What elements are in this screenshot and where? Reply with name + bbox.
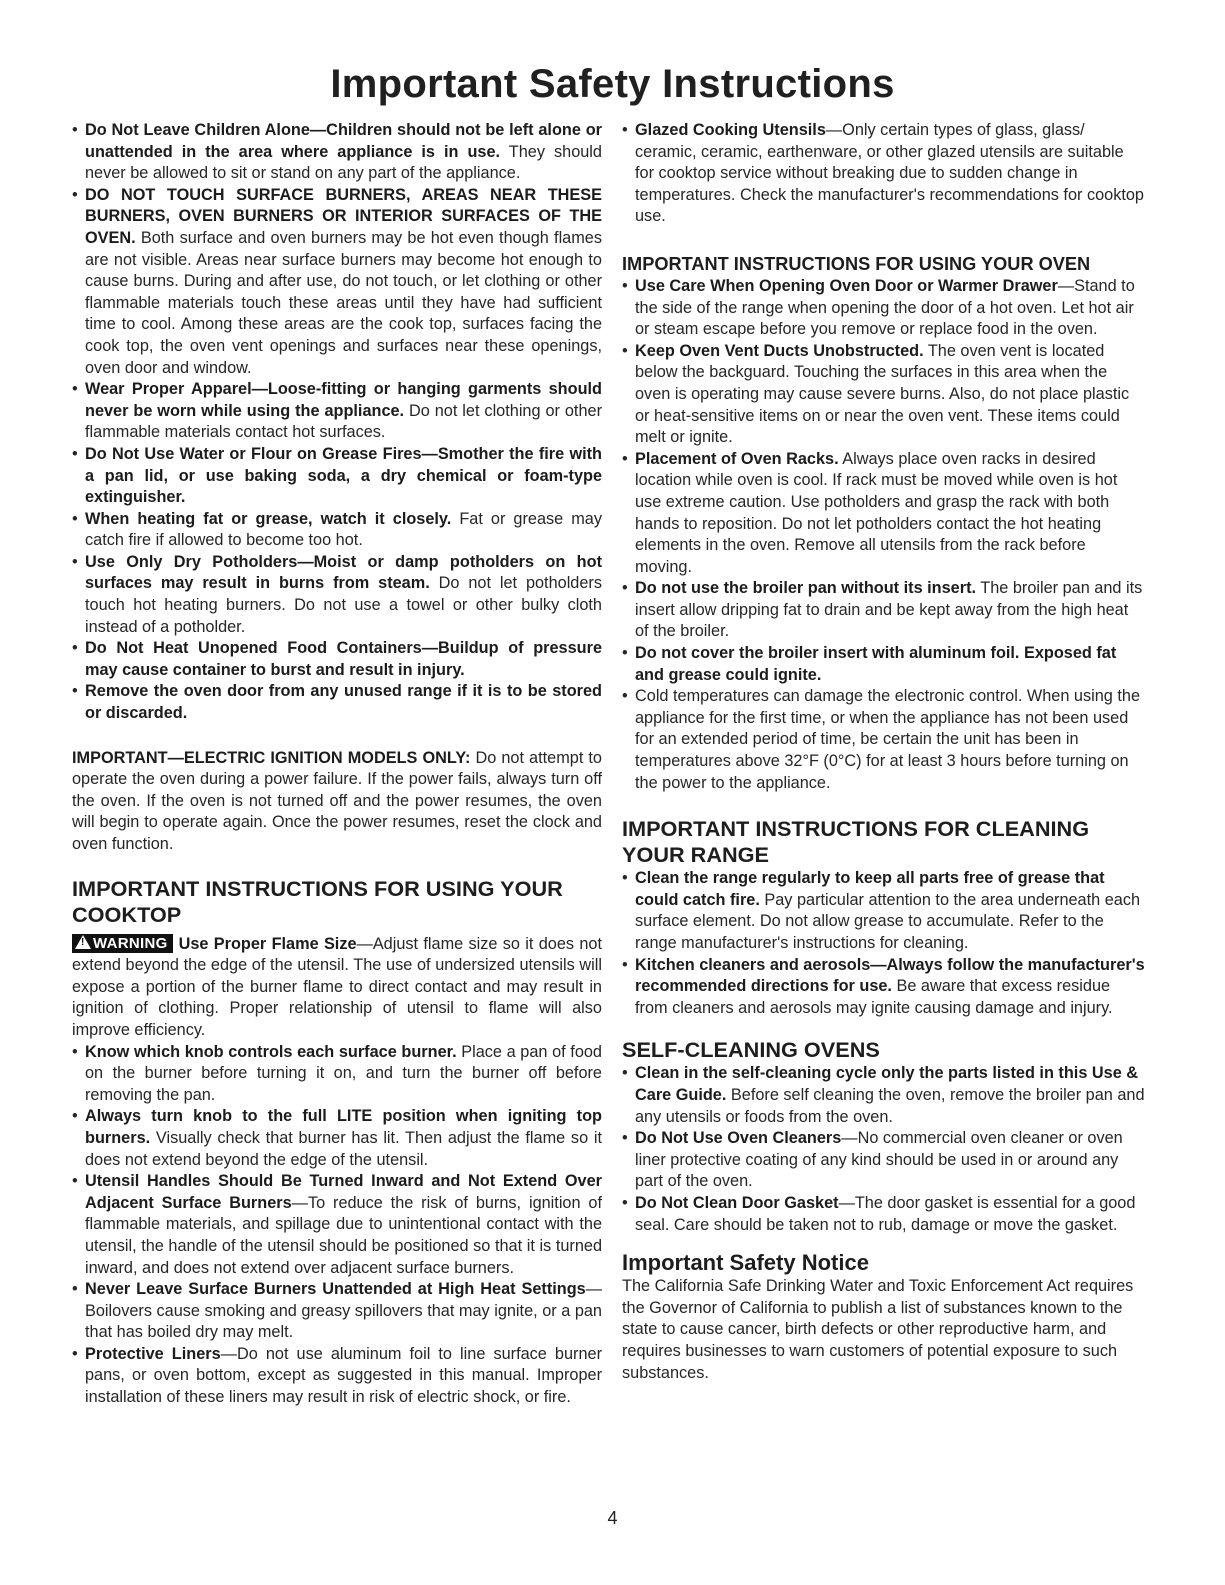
list-item: • Do Not Heat Unopened Food Containers—Buildup of pressure may cause container to burst and result in injury.	[72, 638, 602, 681]
list-item: • Use Only Dry Potholders—Moist or damp potholders on hot surfaces may result in burns from steam. Do not let potholders touch hot heating burners. Do not use a towel or other bulky cloth instead of a potholder.	[72, 552, 602, 638]
list-item: • Never Leave Surface Burners Unattended at High Heat Settings—Boilovers cause smoking and greasy spillovers that may ignite, or a pan that has boiled dry may melt.	[72, 1279, 602, 1344]
list-item: • Always turn knob to the full LITE position when igniting top burners. Visually check that burner has lit. Then adjust the flame so it does not extend beyond the edge of the utensil.	[72, 1106, 602, 1171]
list-item: • Placement of Oven Racks. Always place oven racks in desired location while oven is cool. If rack must be moved while oven is hot use extreme caution. Use potholders and grasp the rack with both hands to reposition. Do not let potholders contact the hot heating elements in the oven. Remove all utensils from the rack before moving.	[622, 449, 1146, 579]
list-item: • Do Not Clean Door Gasket—The door gasket is essential for a good seal. Care should be taken not to rub, damage or move the gasket.	[622, 1193, 1146, 1236]
warning-badge: ! WARNING	[72, 934, 173, 953]
glazed-utensils-list	[622, 120, 1146, 228]
flame-size-warning: ! WARNING Use Proper Flame Size—Adjust flame size so it does not extend beyond the edge of the utensil. The use of undersized utensils will expose a portion of the burner flame to direct contact and may result in ignition of clothing. Proper relationship of utensil to flame will also improve efficiency.	[72, 934, 602, 1039]
list-item: • Wear Proper Apparel—Loose-fitting or hanging garments should never be worn while using the appliance. Do not let clothing or other flammable materials contact hot surfaces.	[72, 379, 602, 444]
warning-triangle-icon: !	[75, 935, 91, 949]
list-item: • Protective Liners—Do not use aluminum foil to line surface burner pans, or oven bottom, except as suggested in this manual. Improper installation of these liners may result in risk of electric shock, or fire.	[72, 1344, 602, 1409]
list-item: • Use Care When Opening Oven Door or Warmer Drawer—Stand to the side of the range when opening the door of a hot oven. Let hot air or steam escape before you remove or replace food in the oven.	[622, 276, 1146, 341]
list-item: • Clean the range regularly to keep all parts free of grease that could catch fire. Pay particular attention to the area underneath each surface element. Do not allow grease to accumulate. Refer to the range manufacturer's instructions for cleaning.	[622, 868, 1146, 954]
page-number: 4	[607, 1508, 618, 1528]
list-item: • Do Not Use Water or Flour on Grease Fires—Smother the fire with a pan lid, or use baking soda, a dry chemical or foam-type extinguisher.	[72, 444, 602, 509]
cooktop-heading: IMPORTANT INSTRUCTIONS FOR USING YOUR COOKTOP	[72, 875, 563, 927]
list-item: • Clean in the self-cleaning cycle only the parts listed in this Use & Care Guide. Before self cleaning the oven, remove the broiler pan and any utensils or foods from the oven.	[622, 1063, 1146, 1128]
list-item: • Do Not Use Oven Cleaners—No commercial oven cleaner or oven liner protective coating of any kind should be used in or around any part of the oven.	[622, 1128, 1146, 1193]
self-cleaning-list	[622, 1063, 1146, 1236]
list-item: • Do not use the broiler pan without its insert. The broiler pan and its insert allow dripping fat to drain and be kept away from the high heat of the broiler.	[622, 578, 1146, 643]
general-safety-list	[72, 120, 602, 725]
oven-heading: IMPORTANT INSTRUCTIONS FOR USING YOUR OVEN	[622, 253, 1091, 274]
list-item: • Utensil Handles Should Be Turned Inward and Not Extend Over Adjacent Surface Burners—To reduce the risk of burns, ignition of flammable materials, and spillage due to unintentional contact with the utensil, the handle of the utensil should be positioned so that it is turned inward, and does not extend over adjacent surface burners.	[72, 1171, 602, 1279]
cleaning-list	[622, 868, 1146, 1019]
oven-list	[622, 276, 1146, 794]
self-cleaning-heading: SELF-CLEANING OVENS	[622, 1037, 880, 1063]
page-title: Important Safety Instructions	[330, 62, 895, 106]
left-column	[72, 120, 602, 1409]
list-item: • Do Not Leave Children Alone—Children should not be left alone or unattended in the area where appliance is in use. They should never be allowed to sit or stand on any part of the appliance.	[72, 120, 602, 185]
list-item: • Know which knob controls each surface burner. Place a pan of food on the burner before turning it on, and turn the burner off before removing the pan.	[72, 1042, 602, 1107]
cleaning-heading: IMPORTANT INSTRUCTIONS FOR CLEANING YOUR RANGE	[622, 816, 1090, 868]
list-item: • Remove the oven door from any unused range if it is to be stored or discarded.	[72, 681, 602, 724]
electric-ignition-note: IMPORTANT—ELECTRIC IGNITION MODELS ONLY: Do not attempt to operate the oven during a power failure. If the power fails, always turn off the oven. If the oven is not turned off and the power resumes, the oven will begin to operate again. Once the power resumes, reset the clock and oven function.	[72, 748, 602, 853]
list-item: • When heating fat or grease, watch it closely. Fat or grease may catch fire if allowed to become too hot.	[72, 509, 602, 552]
list-item: • DO NOT TOUCH SURFACE BURNERS, AREAS NEAR THESE BURNERS, OVEN BURNERS OR INTERIOR SURFACES OF THE OVEN. Both surface and oven burners may be hot even though flames are not visible. Areas near surface burners may become hot enough to cause burns. During and after use, do not touch, or let clothing or other flammable materials touch these areas until they have had sufficient time to cool. Among these areas are the cook top, surfaces facing the cook top, the oven vent openings and surfaces near these openings, oven door and window.	[72, 185, 602, 379]
list-item: • Kitchen cleaners and aerosols—Always follow the manufacturer's recommended directions for use. Be aware that excess residue from cleaners and aerosols may ignite causing damage and injury.	[622, 955, 1146, 1020]
list-item: • Cold temperatures can damage the electronic control. When using the appliance for the first time, or when the appliance has not been used for an extended period of time, be certain the unit has been in temperatures above 32°F (0°C) for at least 3 hours before turning on the power to the appliance.	[622, 686, 1146, 794]
safety-notice-text: The California Safe Drinking Water and Toxic Enforcement Act requires the Governor of California to publish a list of substances known to the state to cause cancer, birth defects or other reproductive harm, and requires businesses to warn customers of potential exposure to such substances.	[622, 1277, 1134, 1382]
right-column	[622, 120, 1146, 1384]
list-item: • Glazed Cooking Utensils—Only certain types of glass, glass/ ceramic, ceramic, earthenware, or other glazed utensils are suitable for cooktop service without breaking due to sudden change in temperatures. Check the manufacturer's recommendations for cooktop use.	[622, 120, 1146, 228]
list-item: • Do not cover the broiler insert with aluminum foil. Exposed fat and grease could ignite.	[622, 643, 1146, 686]
cooktop-list	[72, 1042, 602, 1409]
safety-notice-heading: Important Safety Notice	[622, 1250, 869, 1276]
list-item: • Keep Oven Vent Ducts Unobstructed. The oven vent is located below the backguard. Touching the surfaces in this area when the oven is operating may cause severe burns. Also, do not place plastic or heat-sensitive items on or near the oven vent. These items could melt or ignite.	[622, 341, 1146, 449]
